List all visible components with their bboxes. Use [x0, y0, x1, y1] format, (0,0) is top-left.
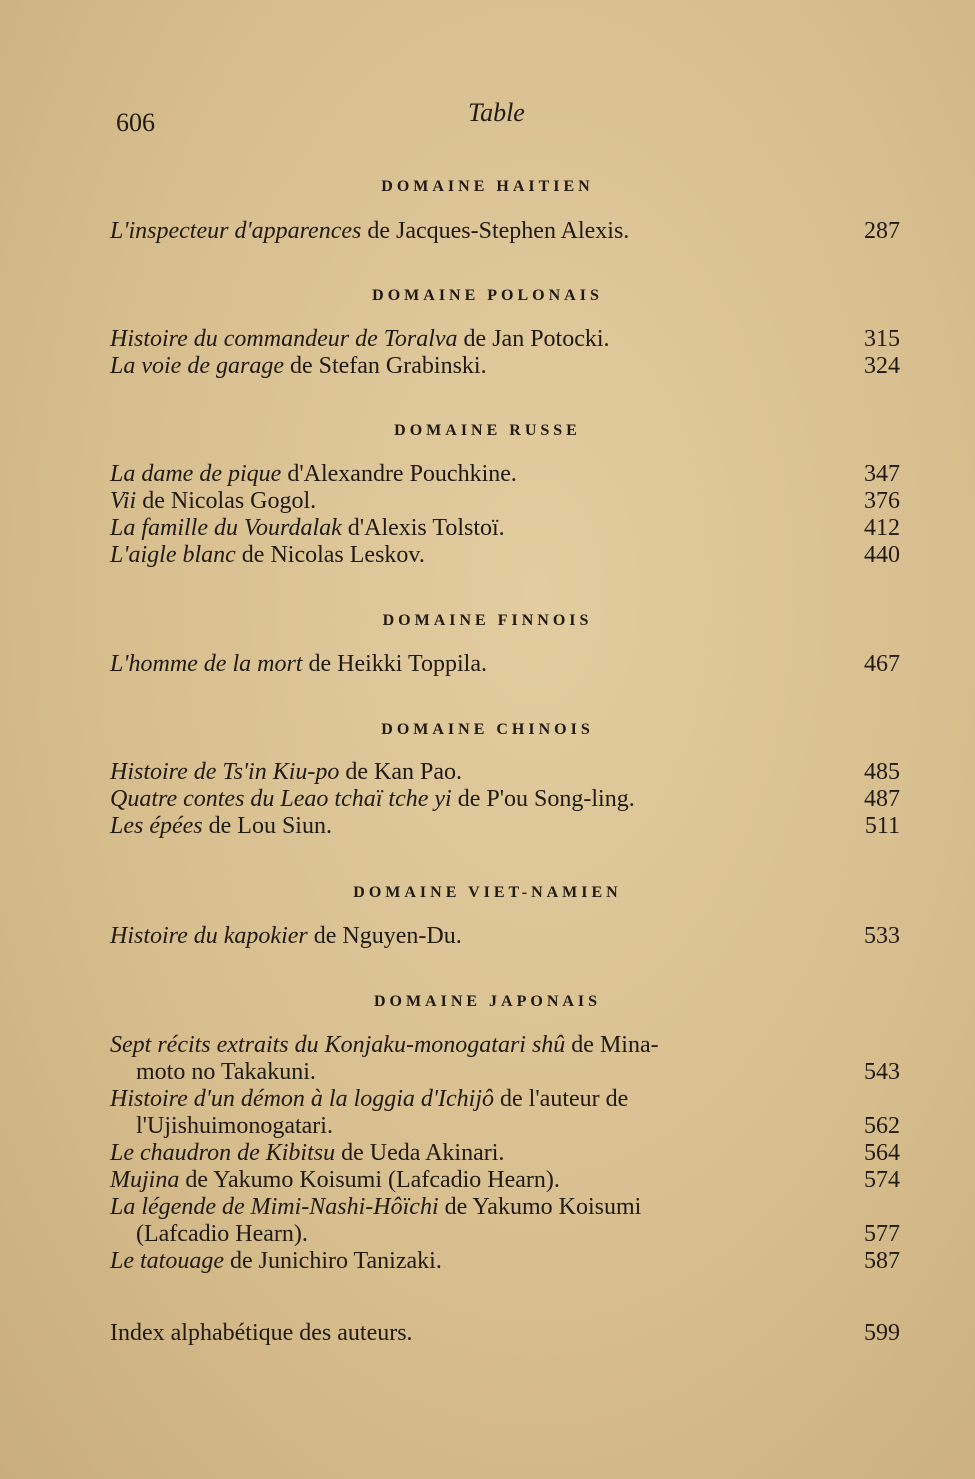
entry-page: 485: [864, 759, 900, 785]
toc-entry: [110, 515, 900, 542]
entry-page: 287: [864, 218, 900, 244]
entry-title: L'inspecteur d'apparences: [110, 218, 362, 244]
entry-title: Les épées: [110, 813, 203, 839]
section-heading: DOMAINE FINNOIS: [382, 612, 593, 629]
entry-page: 587: [864, 1248, 900, 1274]
entry-author: de Kan Pao.: [339, 759, 463, 785]
toc-entry: [110, 542, 900, 569]
entry-page: 412: [864, 515, 900, 541]
toc-entry: [110, 651, 900, 678]
entry-title: L'homme de la mort: [110, 651, 303, 677]
entry-page: 577: [864, 1221, 900, 1247]
entry-title: La dame de pique: [110, 461, 282, 487]
entry-title: La famille du Vourdalak: [110, 515, 342, 541]
entry-page: 511: [864, 813, 900, 839]
entry-page: 315: [864, 326, 900, 352]
entry-author: de Junichiro Tanizaki.: [224, 1248, 442, 1274]
toc-entry: [110, 326, 900, 353]
section-heading: DOMAINE POLONAIS: [372, 287, 603, 304]
toc-entry: [110, 1167, 900, 1194]
entry-author: de Yakumo Koisumi: [438, 1194, 642, 1220]
entry-page: 376: [864, 488, 900, 514]
toc-entry: [110, 813, 900, 840]
index-page: 599: [864, 1320, 900, 1346]
toc-entry: [110, 353, 900, 380]
entry-page: 564: [864, 1140, 900, 1166]
entry-page: 543: [864, 1059, 900, 1085]
entry-author: de Nicolas Leskov.: [235, 542, 425, 568]
entry-title: Mujina: [110, 1167, 180, 1193]
entry-title: Histoire du kapokier: [110, 923, 308, 949]
entry-title: Quatre contes du Leao tchaï tche yi: [110, 786, 452, 812]
entry-author: de l'auteur de: [494, 1086, 629, 1112]
toc-entry: [110, 923, 900, 950]
entry-author: d'Alexis Tolstoï.: [341, 515, 505, 541]
entry-author: de Ueda Akinari.: [335, 1140, 505, 1166]
entry-page: 487: [864, 786, 900, 812]
toc-entry: [110, 1140, 900, 1167]
entry-author: de Jan Potocki.: [457, 326, 610, 352]
entry-author: d'Alexandre Pouchkine.: [281, 461, 517, 487]
entry-page: 440: [864, 542, 900, 568]
entry-title: La légende de Mimi-Nashi-Hôïchi: [110, 1194, 439, 1220]
entry-page: 347: [864, 461, 900, 487]
entry-page: 562: [864, 1113, 900, 1139]
section-heading: DOMAINE RUSSE: [394, 422, 581, 439]
entry-author: de Lou Siun.: [202, 813, 332, 839]
entry-title: Vii: [110, 488, 137, 514]
entry-title: Histoire de Ts'in Kiu-po: [110, 759, 340, 785]
toc-entry: [110, 759, 900, 786]
toc-entry: [110, 461, 900, 488]
entry-page: 574: [864, 1167, 900, 1193]
entry-author: de Yakumo Koisumi (Lafcadio Hearn).: [179, 1167, 560, 1193]
entry-author: de P'ou Song-ling.: [451, 786, 635, 812]
running-title: Table: [468, 98, 525, 127]
entry-title: Le chaudron de Kibitsu: [110, 1140, 336, 1166]
entry-author: de Stefan Grabinski.: [283, 353, 487, 379]
entry-author: de Mina-: [565, 1032, 659, 1058]
section-heading: DOMAINE JAPONAIS: [373, 993, 602, 1010]
entry-author: de Jacques-Stephen Alexis.: [361, 218, 630, 244]
section-heading: DOMAINE HAITIEN: [381, 178, 594, 195]
entry-page: 533: [864, 923, 900, 949]
entry-author: de Nguyen-Du.: [307, 923, 462, 949]
page-number: 606: [116, 108, 155, 137]
entry-title: Le tatouage: [110, 1248, 224, 1274]
entry-author: de Heikki Toppila.: [302, 651, 487, 677]
index-entry: [110, 1320, 900, 1347]
entry-title: Histoire d'un démon à la loggia d'Ichijô: [110, 1086, 495, 1112]
toc-entry: [110, 1032, 900, 1086]
entry-title: L'aigle blanc: [110, 542, 236, 568]
entry-page: 467: [864, 651, 900, 677]
section-heading: DOMAINE CHINOIS: [381, 721, 594, 738]
entry-title: Histoire du commandeur de Toralva: [110, 326, 458, 352]
entry-title: Sept récits extraits du Konjaku-monogatari shû: [110, 1032, 566, 1058]
entry-page: 324: [864, 353, 900, 379]
toc-entry: [110, 1248, 900, 1275]
toc-entry: [110, 488, 900, 515]
entry-continuation: moto no Takakuni.: [136, 1059, 316, 1085]
entry-continuation: l'Ujishuimonogatari.: [136, 1113, 333, 1139]
toc-entry: [110, 786, 900, 813]
section-heading: DOMAINE VIET-NAMIEN: [353, 884, 622, 901]
toc-entry: [110, 1086, 900, 1140]
index-label: Index alphabétique des auteurs.: [110, 1320, 413, 1346]
entry-author: de Nicolas Gogol.: [136, 488, 317, 514]
entry-title: La voie de garage: [110, 353, 284, 379]
toc-entry: [110, 1194, 900, 1248]
toc-entry: [110, 218, 900, 245]
entry-continuation: (Lafcadio Hearn).: [136, 1221, 308, 1247]
